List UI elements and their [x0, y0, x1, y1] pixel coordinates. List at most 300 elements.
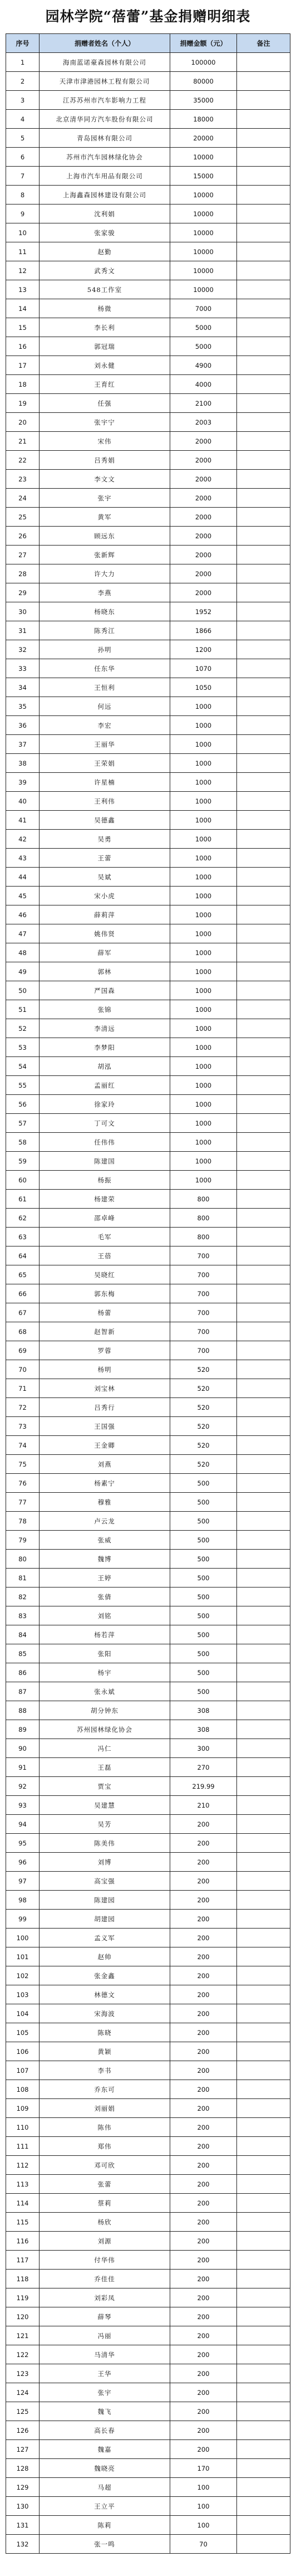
remarks — [237, 2232, 290, 2251]
remarks — [237, 621, 290, 640]
table-row — [6, 2232, 290, 2251]
donor-name: 李宏 — [40, 716, 170, 735]
table-row — [6, 981, 290, 1000]
table-row — [6, 1493, 290, 1512]
remarks — [237, 583, 290, 602]
table-row — [6, 242, 290, 261]
row-index: 89 — [6, 1720, 40, 1739]
donor-name: 吕秀行 — [40, 1398, 170, 1417]
donation-amount: 200 — [170, 2080, 237, 2099]
table-row — [6, 1777, 290, 1796]
table-row — [6, 2497, 290, 2516]
table-row — [6, 1303, 290, 1322]
donor-name: 刘源 — [40, 2232, 170, 2251]
remarks — [237, 962, 290, 981]
table-row — [6, 451, 290, 470]
row-index: 110 — [6, 2118, 40, 2137]
donor-name: 乔东可 — [40, 2080, 170, 2099]
row-index: 96 — [6, 1853, 40, 1872]
row-index: 95 — [6, 1834, 40, 1853]
table-row — [6, 508, 290, 527]
donor-name: 王蕾 — [40, 849, 170, 868]
header-index: 序号 — [6, 34, 40, 53]
donation-amount: 1000 — [170, 773, 237, 792]
remarks — [237, 2535, 290, 2554]
donation-amount: 1000 — [170, 1133, 237, 1152]
donation-amount: 1000 — [170, 981, 237, 1000]
donation-amount: 200 — [170, 2099, 237, 2118]
row-index: 109 — [6, 2099, 40, 2118]
donation-amount: 18000 — [170, 110, 237, 129]
table-row — [6, 1455, 290, 1474]
donation-amount: 10000 — [170, 261, 237, 280]
row-index: 107 — [6, 2061, 40, 2080]
donor-name: 王国强 — [40, 1417, 170, 1436]
table-row — [6, 2194, 290, 2213]
table-row — [6, 129, 290, 148]
remarks — [237, 2118, 290, 2137]
table-row — [6, 735, 290, 754]
table-row — [6, 830, 290, 849]
row-index: 29 — [6, 583, 40, 602]
row-index: 63 — [6, 1228, 40, 1246]
table-row — [6, 1872, 290, 1891]
row-index: 54 — [6, 1057, 40, 1076]
donation-amount: 4000 — [170, 375, 237, 394]
donation-amount: 200 — [170, 2175, 237, 2194]
row-index: 101 — [6, 1947, 40, 1966]
donor-name: 王金卿 — [40, 1436, 170, 1455]
donor-name: 薛莉萍 — [40, 905, 170, 924]
donor-name: 刘丽娟 — [40, 2099, 170, 2118]
remarks — [237, 640, 290, 659]
donation-amount: 700 — [170, 1284, 237, 1303]
donation-amount: 170 — [170, 2459, 237, 2478]
remarks — [237, 394, 290, 413]
donor-name: 徐家玲 — [40, 1095, 170, 1114]
table-row — [6, 1265, 290, 1284]
row-index: 117 — [6, 2251, 40, 2270]
donation-amount: 200 — [170, 1872, 237, 1891]
donor-name: 张倩 — [40, 1588, 170, 1606]
donor-name: 马超 — [40, 2478, 170, 2497]
donor-name: 罗蓉 — [40, 1341, 170, 1360]
table-row — [6, 2156, 290, 2175]
donor-name: 宋小虎 — [40, 887, 170, 905]
donation-amount: 200 — [170, 2004, 237, 2023]
remarks — [237, 2516, 290, 2535]
donation-amount: 100000 — [170, 53, 237, 72]
row-index: 13 — [6, 280, 40, 299]
donation-amount: 5000 — [170, 337, 237, 356]
donation-amount: 2000 — [170, 546, 237, 564]
donor-name: 王荣娟 — [40, 754, 170, 773]
donor-name: 胡分钟东 — [40, 1701, 170, 1720]
donor-name: 吴晓红 — [40, 1265, 170, 1284]
remarks — [237, 2288, 290, 2307]
remarks — [237, 811, 290, 830]
remarks — [237, 1682, 290, 1701]
donor-name: 李燕 — [40, 583, 170, 602]
donor-name: 黄颖 — [40, 2042, 170, 2061]
remarks — [237, 1436, 290, 1455]
row-index: 21 — [6, 432, 40, 451]
remarks — [237, 1398, 290, 1417]
remarks — [237, 1057, 290, 1076]
table-row — [6, 1625, 290, 1644]
donation-amount: 1000 — [170, 1038, 237, 1057]
row-index: 53 — [6, 1038, 40, 1057]
remarks — [237, 887, 290, 905]
row-index: 3 — [6, 91, 40, 110]
donation-amount: 500 — [170, 1682, 237, 1701]
remarks — [237, 2497, 290, 2516]
remarks — [237, 186, 290, 204]
table-row — [6, 716, 290, 735]
row-index: 22 — [6, 451, 40, 470]
donation-amount: 100 — [170, 2497, 237, 2516]
row-index: 55 — [6, 1076, 40, 1095]
table-row — [6, 583, 290, 602]
table-row — [6, 2175, 290, 2194]
row-index: 97 — [6, 1872, 40, 1891]
row-index: 74 — [6, 1436, 40, 1455]
donor-name: 李文文 — [40, 470, 170, 489]
remarks — [237, 2251, 290, 2270]
table-row — [6, 1341, 290, 1360]
row-index: 125 — [6, 2402, 40, 2421]
row-index: 5 — [6, 129, 40, 148]
remarks — [237, 432, 290, 451]
donor-name: 刘彩凤 — [40, 2288, 170, 2307]
table-row — [6, 2288, 290, 2307]
donation-amount: 300 — [170, 1739, 237, 1758]
table-row — [6, 640, 290, 659]
donor-name: 张一鸣 — [40, 2535, 170, 2554]
donation-amount: 10000 — [170, 186, 237, 204]
row-index: 28 — [6, 564, 40, 583]
table-row — [6, 2042, 290, 2061]
remarks — [237, 242, 290, 261]
table-row — [6, 2023, 290, 2042]
row-index: 41 — [6, 811, 40, 830]
row-index: 67 — [6, 1303, 40, 1322]
table-row — [6, 792, 290, 811]
remarks — [237, 868, 290, 887]
remarks — [237, 2023, 290, 2042]
remarks — [237, 735, 290, 754]
donation-amount: 500 — [170, 1606, 237, 1625]
donation-amount: 200 — [170, 2156, 237, 2175]
header-remarks: 备注 — [237, 34, 290, 53]
donor-name: 吴斌 — [40, 868, 170, 887]
donor-name: 吕秀娟 — [40, 451, 170, 470]
remarks — [237, 2004, 290, 2023]
row-index: 10 — [6, 223, 40, 242]
donation-amount: 4900 — [170, 356, 237, 375]
donor-name: 王立平 — [40, 2497, 170, 2516]
donor-name: 付华伟 — [40, 2251, 170, 2270]
table-row — [6, 53, 290, 72]
row-index: 64 — [6, 1246, 40, 1265]
remarks — [237, 792, 290, 811]
table-row — [6, 1512, 290, 1531]
remarks — [237, 1322, 290, 1341]
row-index: 8 — [6, 186, 40, 204]
remarks — [237, 1569, 290, 1588]
donation-amount: 200 — [170, 2440, 237, 2459]
row-index: 65 — [6, 1265, 40, 1284]
donor-name: 张金鑫 — [40, 1966, 170, 1985]
donation-amount: 700 — [170, 1265, 237, 1284]
donation-amount: 2100 — [170, 394, 237, 413]
donation-amount: 200 — [170, 1853, 237, 1872]
row-index: 80 — [6, 1550, 40, 1569]
remarks — [237, 223, 290, 242]
table-row — [6, 773, 290, 792]
row-index: 58 — [6, 1133, 40, 1152]
donor-name: 陈伟 — [40, 2118, 170, 2137]
row-index: 34 — [6, 678, 40, 697]
donation-amount: 200 — [170, 2345, 237, 2364]
donor-name: 姚伟贤 — [40, 924, 170, 943]
donor-name: 苏州市汽车园林绿化协会 — [40, 148, 170, 167]
donation-amount: 7000 — [170, 299, 237, 318]
remarks — [237, 1190, 290, 1209]
row-index: 47 — [6, 924, 40, 943]
table-row — [6, 1057, 290, 1076]
donor-name: 郭冠瑞 — [40, 337, 170, 356]
row-index: 73 — [6, 1417, 40, 1436]
row-index: 90 — [6, 1739, 40, 1758]
remarks — [237, 2402, 290, 2421]
remarks — [237, 1171, 290, 1190]
table-row — [6, 697, 290, 716]
row-index: 45 — [6, 887, 40, 905]
donation-amount: 1200 — [170, 640, 237, 659]
donor-name: 王婷 — [40, 1569, 170, 1588]
table-row — [6, 1360, 290, 1379]
table-row — [6, 110, 290, 129]
row-index: 119 — [6, 2288, 40, 2307]
donation-amount: 200 — [170, 1929, 237, 1947]
table-row — [6, 470, 290, 489]
donor-name: 张宇宁 — [40, 413, 170, 432]
remarks — [237, 470, 290, 489]
row-index: 92 — [6, 1777, 40, 1796]
remarks — [237, 299, 290, 318]
donor-name: 孟义军 — [40, 1929, 170, 1947]
remarks — [237, 2270, 290, 2288]
row-index: 106 — [6, 2042, 40, 2061]
donor-name: 孙明 — [40, 640, 170, 659]
table-row — [6, 924, 290, 943]
donation-amount: 1866 — [170, 621, 237, 640]
table-row — [6, 546, 290, 564]
table-row — [6, 2402, 290, 2421]
remarks — [237, 754, 290, 773]
donor-name: 任强 — [40, 394, 170, 413]
donation-amount: 200 — [170, 2251, 237, 2270]
row-index: 51 — [6, 1000, 40, 1019]
donation-amount: 500 — [170, 1644, 237, 1663]
remarks — [237, 451, 290, 470]
remarks — [237, 1796, 290, 1815]
donor-name: 任东华 — [40, 659, 170, 678]
table-row — [6, 261, 290, 280]
table-row — [6, 337, 290, 356]
donation-amount: 200 — [170, 1966, 237, 1985]
donor-name: 王蓓 — [40, 1246, 170, 1265]
row-index: 25 — [6, 508, 40, 527]
donation-amount: 500 — [170, 1512, 237, 1531]
table-row — [6, 2004, 290, 2023]
donation-amount: 200 — [170, 2383, 237, 2402]
donation-amount: 1000 — [170, 943, 237, 962]
donation-amount: 520 — [170, 1436, 237, 1455]
donor-name: 王恒利 — [40, 678, 170, 697]
row-index: 32 — [6, 640, 40, 659]
table-row — [6, 1190, 290, 1209]
remarks — [237, 1000, 290, 1019]
row-index: 111 — [6, 2137, 40, 2156]
donation-amount: 200 — [170, 1910, 237, 1929]
donation-amount: 200 — [170, 2421, 237, 2440]
row-index: 114 — [6, 2194, 40, 2213]
row-index: 127 — [6, 2440, 40, 2459]
row-index: 9 — [6, 204, 40, 223]
donor-name: 穆雅 — [40, 1493, 170, 1512]
remarks — [237, 280, 290, 299]
table-row — [6, 2535, 290, 2554]
remarks — [237, 1834, 290, 1853]
table-row — [6, 299, 290, 318]
table-row — [6, 1246, 290, 1265]
remarks — [237, 148, 290, 167]
row-index: 60 — [6, 1171, 40, 1190]
table-row — [6, 1038, 290, 1057]
donor-name: 杨晓东 — [40, 602, 170, 621]
row-index: 79 — [6, 1531, 40, 1550]
donor-name: 高长春 — [40, 2421, 170, 2440]
table-row — [6, 887, 290, 905]
table-row — [6, 1663, 290, 1682]
remarks — [237, 1663, 290, 1682]
donor-name: 青岛园林有限公司 — [40, 129, 170, 148]
row-index: 56 — [6, 1095, 40, 1114]
donor-name: 张新辉 — [40, 546, 170, 564]
table-row — [6, 280, 290, 299]
donor-name: 薛军 — [40, 943, 170, 962]
remarks — [237, 1985, 290, 2004]
remarks — [237, 1019, 290, 1038]
table-row — [6, 167, 290, 186]
donor-name: 严国森 — [40, 981, 170, 1000]
donation-amount: 200 — [170, 1815, 237, 1834]
donation-amount: 700 — [170, 1303, 237, 1322]
remarks — [237, 1379, 290, 1398]
donor-name: 江苏苏州市汽车影响力工程 — [40, 91, 170, 110]
row-index: 124 — [6, 2383, 40, 2402]
donation-amount: 10000 — [170, 223, 237, 242]
table-row — [6, 1606, 290, 1625]
remarks — [237, 2383, 290, 2402]
donor-name: 胡泓 — [40, 1057, 170, 1076]
donor-name: 杨明 — [40, 1360, 170, 1379]
remarks — [237, 375, 290, 394]
row-index: 35 — [6, 697, 40, 716]
row-index: 12 — [6, 261, 40, 280]
remarks — [237, 830, 290, 849]
table-row — [6, 394, 290, 413]
donation-amount: 1000 — [170, 830, 237, 849]
table-row — [6, 1095, 290, 1114]
donor-name: 海南蓝诺豪森园林有限公司 — [40, 53, 170, 72]
row-index: 15 — [6, 318, 40, 337]
donation-amount: 100 — [170, 2478, 237, 2497]
donation-amount: 10000 — [170, 148, 237, 167]
donor-name: 林德文 — [40, 1985, 170, 2004]
remarks — [237, 1455, 290, 1474]
row-index: 19 — [6, 394, 40, 413]
remarks — [237, 356, 290, 375]
remarks — [237, 1891, 290, 1910]
donor-name: 刘铭 — [40, 1606, 170, 1625]
donor-name: 陈莉 — [40, 2516, 170, 2535]
donation-amount: 2003 — [170, 413, 237, 432]
remarks — [237, 1303, 290, 1322]
remarks — [237, 2345, 290, 2364]
row-index: 26 — [6, 527, 40, 546]
table-row — [6, 1701, 290, 1720]
donor-name: 宋伟 — [40, 432, 170, 451]
row-index: 38 — [6, 754, 40, 773]
remarks — [237, 1872, 290, 1891]
remarks — [237, 1417, 290, 1436]
table-row — [6, 1815, 290, 1834]
remarks — [237, 773, 290, 792]
remarks — [237, 564, 290, 583]
donation-amount: 500 — [170, 1569, 237, 1588]
donation-amount: 15000 — [170, 167, 237, 186]
donation-amount: 1000 — [170, 1114, 237, 1133]
table-row — [6, 2326, 290, 2345]
donor-name: 魏嘉 — [40, 2440, 170, 2459]
remarks — [237, 1114, 290, 1133]
row-index: 37 — [6, 735, 40, 754]
table-row — [6, 1171, 290, 1190]
table-row — [6, 2137, 290, 2156]
row-index: 31 — [6, 621, 40, 640]
donor-name: 天津市津港园林工程有限公司 — [40, 72, 170, 91]
donor-name: 刘宝林 — [40, 1379, 170, 1398]
donor-name: 张阳 — [40, 1644, 170, 1663]
donation-amount: 500 — [170, 1625, 237, 1644]
donor-name: 黄军 — [40, 508, 170, 527]
donor-name: 魏博 — [40, 1550, 170, 1569]
donor-name: 陈晓 — [40, 2023, 170, 2042]
donation-amount: 500 — [170, 1663, 237, 1682]
table-row — [6, 1398, 290, 1417]
row-index: 123 — [6, 2364, 40, 2383]
donor-name: 吴建慧 — [40, 1796, 170, 1815]
row-index: 128 — [6, 2459, 40, 2478]
donation-amount: 500 — [170, 1493, 237, 1512]
remarks — [237, 91, 290, 110]
table-row — [6, 754, 290, 773]
row-index: 77 — [6, 1493, 40, 1512]
remarks — [237, 1739, 290, 1758]
